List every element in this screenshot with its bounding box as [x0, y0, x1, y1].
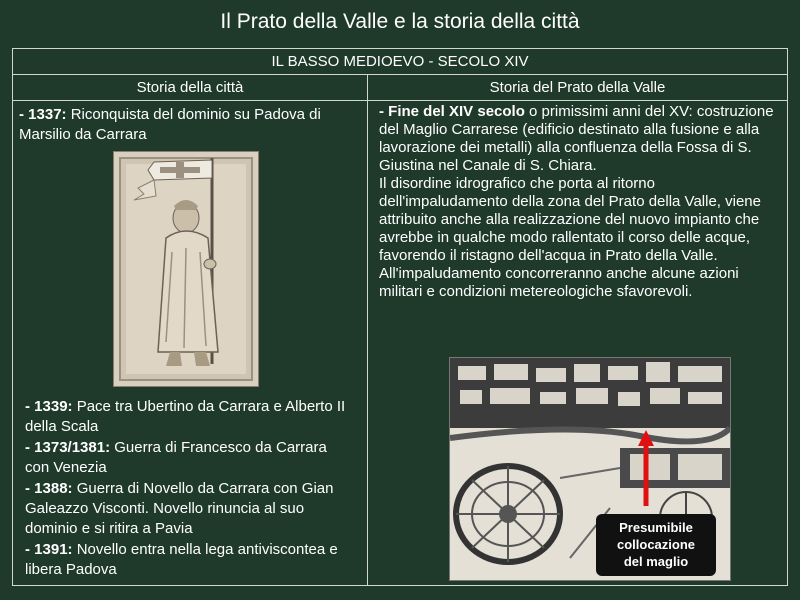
entry-text: Riconquista del dominio su Padova di Marsilio da Carrara [19, 106, 321, 143]
list-item [25, 438, 355, 478]
list-item [25, 540, 355, 580]
entry-year: - 1388: [25, 480, 73, 497]
entry-text: Novello entra nella lega antiviscontea e libera Padova [25, 541, 338, 578]
col-header-prato-history: Storia del Prato della Valle [489, 79, 666, 96]
entry-text: Guerra di Novello da Carrara con Gian Galeazzo Visconti. Novello rinuncia al suo dominio e si ritira a Pavia [25, 480, 334, 537]
entry-text: Guerra di Francesco da Carrara con Venezia [25, 439, 327, 476]
entry-year: - 1337: [19, 106, 67, 123]
callout-line: collocazione [616, 537, 696, 552]
callout-line: Presumibile [619, 520, 693, 535]
city-history-list [25, 397, 355, 581]
entry-text: Pace tra Ubertino da Carrara e Alberto II della Scala [25, 398, 346, 435]
col-header-city-history: Storia della città [136, 79, 244, 96]
prato-paragraph: Il disordine idrografico che porta al ritorno dell'impaludamento della zona del Prato della Valle, viene attribuito anche alla realizzazione del nuovo impianto che avrebbe in qualche modo rallentato il corso delle acque, favorendo il ristagno dell'acqua in Prato della Valle. All'impaludamento concorreranno anche alcune azioni militari e condizioni metereologiche sfavorevoli. [379, 175, 761, 300]
portrait-illustration [114, 152, 258, 386]
historic-map-image [449, 357, 731, 581]
prato-entry [379, 103, 779, 175]
portrait-image [113, 151, 259, 387]
entry-1337 [19, 105, 359, 145]
list-item [25, 397, 355, 437]
entry-year: - 1391: [25, 541, 73, 558]
content-table [12, 48, 788, 586]
entry-text: o primissimi anni del XV: costruzione del Maglio Carrarese (edificio destinato alla fusione e alla lavorazione dei metalli) alla confluenza della Fossa di S. Giustina nel Canale di S. Chiara. [379, 103, 774, 174]
entry-lead: - Fine del XIV secolo [379, 103, 525, 120]
list-item [25, 479, 355, 539]
prato-history-text [379, 103, 779, 301]
column-divider [367, 75, 368, 585]
entry-year: - 1373/1381: [25, 439, 111, 456]
table-column-headers [13, 75, 787, 101]
entry-year: - 1339: [25, 398, 73, 415]
maglio-location-label [596, 514, 716, 576]
callout-line: del maglio [623, 554, 689, 569]
page-title: Il Prato della Valle e la storia della città [220, 10, 580, 33]
table-period-header: IL BASSO MEDIOEVO - SECOLO XIV [13, 49, 787, 75]
